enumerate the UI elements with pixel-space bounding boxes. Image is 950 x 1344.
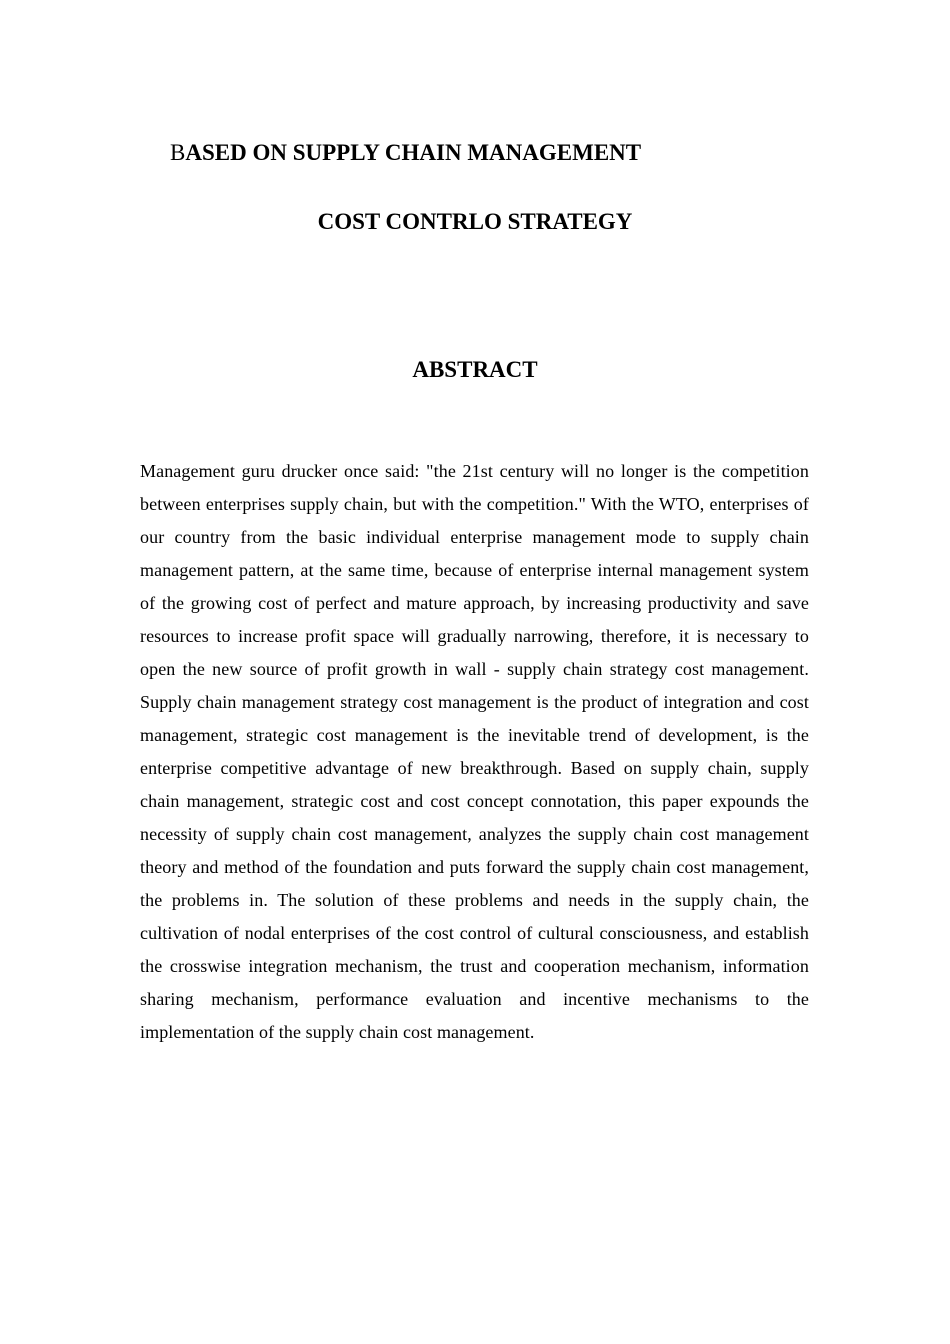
title-first-letter: B: [170, 140, 186, 165]
document-title-line-2: COST CONTRLO STRATEGY: [317, 209, 633, 234]
document-title-line-1: [170, 138, 641, 168]
abstract-heading: ABSTRACT: [412, 357, 538, 382]
title-line-1-text: ASED ON SUPPLY CHAIN MANAGEMENT: [185, 140, 642, 165]
abstract-body: Management guru drucker once said: "the 21st century will no longer is the competition between enterprises supply chain, but with the competition." With the WTO, enterprises of our country from the basic individual enterprise management mode to supply chain management pattern, at the same time, because of enterprise internal management system of the growing cost of perfect and mature approach, by increasing productivity and save resources to increase profit space will gradually narrowing, therefore, it is necessary to open the new source of profit growth in wall - supply chain strategy cost management. Supply chain management strategy cost management is the product of integration and cost management, strategic cost management is the inevitable trend of development, is the enterprise competitive advantage of new breakthrough. Based on supply chain, supply chain management, strategic cost and cost concept connotation, this paper expounds the necessity of supply chain cost management, analyzes the supply chain cost management theory and method of the foundation and puts forward the supply chain cost management, the problems in. The solution of these problems and needs in the supply chain, the cultivation of nodal enterprises of the cost control of cultural consciousness, and establish the crosswise integration mechanism, the trust and cooperation mechanism, information sharing mechanism, performance evaluation and incentive mechanisms to the implementation of the supply chain cost management.: [140, 461, 809, 1042]
